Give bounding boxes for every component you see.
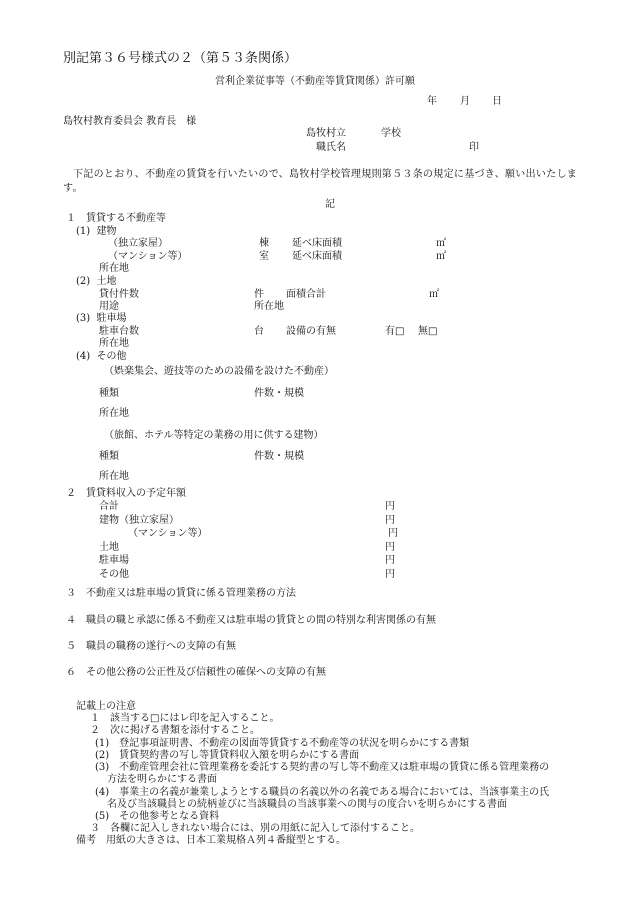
- income-land: 土地: [99, 542, 119, 553]
- building-mansion: （マンション等）: [108, 251, 188, 262]
- note-2-4-cont: 名及び当該職員との続柄並びに当該職員の当該事業への関与の度合いを明らかにする書面: [107, 799, 507, 810]
- hotel-description: （旅館、ホテル等特定の業務の用に供する建物）: [104, 430, 324, 441]
- section-5-title: ５ 職員の職務の遂行への支障の有無: [66, 641, 236, 652]
- note-2-1: (1) 登記事項証明書、不動産の図面等賃貸する不動産等の状況を明らかにする書類: [95, 738, 470, 749]
- land-area-total: 面積合計: [286, 289, 326, 300]
- building-location: 所在地: [99, 263, 129, 274]
- ki-heading: 記: [325, 199, 335, 210]
- date-day: 日: [492, 96, 502, 107]
- building-floor-area-2: 延べ床面積: [292, 251, 342, 262]
- income-mansion: （マンション等）: [128, 528, 208, 539]
- building-label: (1) 建物: [76, 226, 117, 237]
- yen-mansion: 円: [388, 528, 398, 539]
- form-number: 別記第３６号様式の２（第５３条関係）: [63, 51, 298, 66]
- school-suffix: 学校: [381, 128, 401, 139]
- date-year: 年: [427, 96, 437, 107]
- other-scale-1: 件数・規模: [254, 388, 304, 399]
- addressee: 島牧村教育委員会 教育長 様: [63, 116, 197, 127]
- yen-building: 円: [385, 515, 395, 526]
- parking-yes-checkbox[interactable]: 有□: [385, 326, 405, 337]
- other-scale-2: 件数・規模: [254, 451, 304, 462]
- income-parking: 駐車場: [99, 555, 129, 566]
- other-location-2: 所在地: [99, 471, 129, 482]
- land-label: (2) 土地: [76, 276, 117, 287]
- yen-other: 円: [385, 569, 395, 580]
- section-1-title: １ 賃貸する不動産等: [66, 213, 166, 224]
- note-2: ２ 次に掲げる書類を添付すること。: [90, 725, 260, 736]
- parking-facility: 設備の有無: [286, 326, 336, 337]
- school-prefix: 島牧村立: [306, 128, 346, 139]
- other-location-1: 所在地: [99, 408, 129, 419]
- building-floor-area-1: 延べ床面積: [292, 238, 342, 249]
- income-other: その他: [99, 569, 129, 580]
- section-3-title: ３ 不動産又は駐車場の賃貸に係る管理業務の方法: [66, 588, 296, 599]
- notes-title: 記載上の注意: [76, 701, 136, 712]
- land-ken-unit: 件: [254, 289, 264, 300]
- other-type-2: 種類: [99, 451, 119, 462]
- note-2-4: (4) 事業主の名義が兼業しようとする職員の名義以外の名義である場合においては、当該事業主の氏: [95, 787, 550, 798]
- note-2-2: (2) 賃貸契約書の写し等賃貸料収入額を明らかにする書面: [95, 750, 360, 761]
- sqm-unit-1: ㎡: [436, 238, 446, 249]
- remark: 備考 用紙の大きさは、日本工業規格Ａ列４番縦型とする。: [76, 835, 346, 846]
- yen-total: 円: [385, 501, 395, 512]
- land-location: 所在地: [254, 301, 284, 312]
- intro-paragraph: 下記のとおり、不動産の賃貸を行いたいので、島牧村学校管理規則第５３条の規定に基づき、願い出いたします。: [63, 169, 578, 194]
- building-mune-unit: 棟: [259, 238, 269, 249]
- parking-label: (3) 駐車場: [76, 313, 127, 324]
- note-2-5: (5) その他参考となる資料: [95, 811, 220, 822]
- land-sqm-unit: ㎡: [429, 289, 439, 300]
- land-use: 用途: [99, 301, 119, 312]
- note-3: ３ 各欄に記入しきれない場合には、別の用紙に記入して添付すること。: [90, 823, 420, 834]
- date-month: 月: [460, 96, 470, 107]
- amusement-description: （娯楽集会、遊技等のための設備を設けた不動産）: [104, 366, 334, 377]
- other-type-1: 種類: [99, 388, 119, 399]
- land-count: 貸付件数: [99, 289, 139, 300]
- yen-land: 円: [385, 542, 395, 553]
- document-title: 営利企業従事等（不動産等賃貸関係）許可願: [215, 76, 415, 87]
- name-label: 職氏名: [316, 142, 346, 153]
- parking-location: 所在地: [99, 338, 129, 349]
- section-2-title: ２ 賃貸料収入の予定年額: [66, 488, 186, 499]
- parking-no-checkbox[interactable]: 無□: [418, 326, 438, 337]
- note-1: １ 該当する□にはレ印を記入すること。: [90, 713, 280, 724]
- sqm-unit-2: ㎡: [436, 251, 446, 262]
- building-detached: （独立家屋）: [108, 238, 168, 249]
- income-total: 合計: [99, 501, 119, 512]
- building-shitsu-unit: 室: [259, 251, 269, 262]
- other-label: (4) その他: [76, 351, 127, 362]
- section-6-title: ６ その他公務の公正性及び信頼性の確保への支障の有無: [66, 667, 326, 678]
- note-2-3: (3) 不動産管理会社に管理業務を委託する契約書の写し等不動産又は駐車場の賃貸に係る管理業務の: [95, 762, 550, 773]
- income-building-detached: 建物（独立家屋）: [99, 515, 179, 526]
- note-2-3-cont: 方法を明らかにする書面: [107, 774, 217, 785]
- parking-count: 駐車台数: [99, 326, 139, 337]
- seal-mark: 印: [469, 142, 479, 153]
- parking-dai-unit: 台: [254, 326, 264, 337]
- section-4-title: ４ 職員の職と承認に係る不動産又は駐車場の賃貸との間の特別な利害関係の有無: [66, 615, 436, 626]
- yen-parking: 円: [385, 555, 395, 566]
